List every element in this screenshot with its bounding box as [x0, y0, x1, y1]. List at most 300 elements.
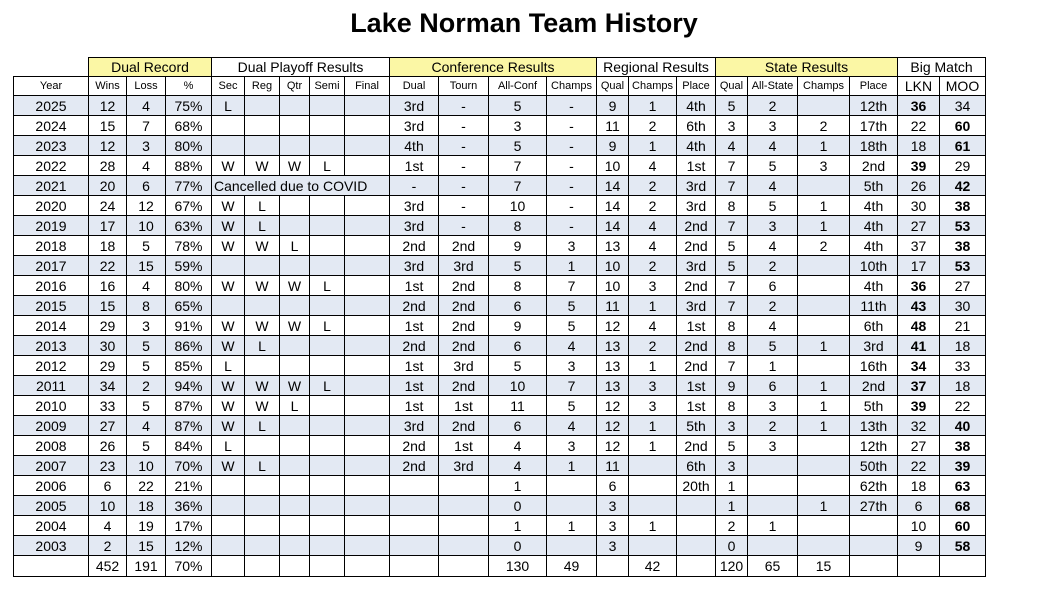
- lkn-score-cell: 34: [898, 356, 940, 376]
- reg-place-cell: 2nd: [677, 276, 716, 296]
- st-allstate-cell: 2: [748, 96, 798, 116]
- conf-allconf-cell: 0: [489, 536, 547, 556]
- wins-cell: 12: [89, 136, 127, 156]
- sec-cell: [212, 136, 245, 156]
- col-wins: Wins: [89, 77, 127, 96]
- conf-tourn-cell: 2nd: [439, 416, 489, 436]
- semi-cell: [310, 96, 345, 116]
- total-reg-place: [677, 556, 716, 577]
- conf-dual-cell: 1st: [390, 156, 439, 176]
- col-qtr: Qtr: [280, 77, 310, 96]
- conf-dual-cell: [390, 476, 439, 496]
- semi-cell: L: [310, 276, 345, 296]
- st-champs-cell: [798, 316, 850, 336]
- table-row: [14, 436, 986, 456]
- moo-score-cell: 61: [940, 136, 986, 156]
- group-big-match: Big Match: [898, 58, 986, 77]
- reg-qual-cell: 13: [597, 336, 629, 356]
- reg-place-cell: [677, 536, 716, 556]
- moo-score-cell: 40: [940, 416, 986, 436]
- pct-cell: 21%: [166, 476, 212, 496]
- reg-champs-cell: 1: [629, 516, 677, 536]
- st-champs-cell: [798, 456, 850, 476]
- conf-champs-cell: -: [547, 196, 597, 216]
- table-row: [14, 316, 986, 336]
- wins-cell: 22: [89, 256, 127, 276]
- qtr-cell: L: [280, 236, 310, 256]
- st-champs-cell: 1: [798, 496, 850, 516]
- group-state: State Results: [716, 58, 898, 77]
- loss-cell: 19: [127, 516, 166, 536]
- conf-allconf-cell: 1: [489, 476, 547, 496]
- st-place-cell: [850, 516, 898, 536]
- st-place-cell: 5th: [850, 176, 898, 196]
- col-semi: Semi: [310, 77, 345, 96]
- table-row: [14, 276, 986, 296]
- conf-tourn-cell: [439, 496, 489, 516]
- st-champs-cell: [798, 356, 850, 376]
- reg-qual-cell: 13: [597, 236, 629, 256]
- reg-qual-cell: 3: [597, 516, 629, 536]
- reg-place-cell: 2nd: [677, 216, 716, 236]
- reg-champs-cell: 2: [629, 176, 677, 196]
- reg-place-cell: 20th: [677, 476, 716, 496]
- final-cell: [345, 236, 390, 256]
- semi-cell: [310, 476, 345, 496]
- st-allstate-cell: 4: [748, 236, 798, 256]
- st-place-cell: 2nd: [850, 156, 898, 176]
- conf-dual-cell: 1st: [390, 376, 439, 396]
- sec-cell: L: [212, 436, 245, 456]
- moo-score-cell: 53: [940, 216, 986, 236]
- conf-champs-cell: 1: [547, 456, 597, 476]
- conf-champs-cell: -: [547, 216, 597, 236]
- qtr-cell: [280, 196, 310, 216]
- year-cell: 2011: [14, 376, 89, 396]
- loss-cell: 12: [127, 196, 166, 216]
- table-row: [14, 136, 986, 156]
- conf-dual-cell: 1st: [390, 396, 439, 416]
- col-reg-champs: Champs: [629, 77, 677, 96]
- semi-cell: [310, 336, 345, 356]
- st-allstate-cell: [748, 476, 798, 496]
- st-champs-cell: 1: [798, 376, 850, 396]
- conf-tourn-cell: 2nd: [439, 276, 489, 296]
- conf-dual-cell: 2nd: [390, 456, 439, 476]
- st-place-cell: 18th: [850, 136, 898, 156]
- st-qual-cell: 3: [716, 116, 748, 136]
- col-lkn: LKN: [898, 77, 940, 96]
- reg-place-cell: [677, 516, 716, 536]
- pct-cell: 36%: [166, 496, 212, 516]
- reg-qual-cell: 14: [597, 216, 629, 236]
- reg-champs-cell: 4: [629, 156, 677, 176]
- col-reg: Reg: [245, 77, 280, 96]
- final-cell: [345, 436, 390, 456]
- wins-cell: 29: [89, 316, 127, 336]
- sec-cell: [212, 116, 245, 136]
- st-qual-cell: 8: [716, 196, 748, 216]
- qtr-cell: [280, 496, 310, 516]
- year-cell: 2024: [14, 116, 89, 136]
- conf-champs-cell: 1: [547, 256, 597, 276]
- final-cell: [345, 296, 390, 316]
- st-place-cell: 3rd: [850, 336, 898, 356]
- total-conf-allconf: 130: [489, 556, 547, 577]
- loss-cell: 2: [127, 376, 166, 396]
- conf-dual-cell: 3rd: [390, 96, 439, 116]
- loss-cell: 10: [127, 456, 166, 476]
- pct-cell: 17%: [166, 516, 212, 536]
- st-champs-cell: [798, 296, 850, 316]
- conf-tourn-cell: [439, 516, 489, 536]
- semi-cell: [310, 356, 345, 376]
- conf-tourn-cell: 3rd: [439, 456, 489, 476]
- loss-cell: 18: [127, 496, 166, 516]
- group-regional: Regional Results: [597, 58, 716, 77]
- reg-champs-cell: 1: [629, 416, 677, 436]
- moo-score-cell: 53: [940, 256, 986, 276]
- wins-cell: 10: [89, 496, 127, 516]
- semi-cell: [310, 256, 345, 276]
- st-place-cell: 6th: [850, 316, 898, 336]
- reg-cell: L: [245, 196, 280, 216]
- lkn-score-cell: 22: [898, 116, 940, 136]
- reg-qual-cell: 12: [597, 416, 629, 436]
- st-place-cell: 62th: [850, 476, 898, 496]
- st-qual-cell: 8: [716, 396, 748, 416]
- conf-allconf-cell: 0: [489, 496, 547, 516]
- conf-champs-cell: 7: [547, 376, 597, 396]
- reg-champs-cell: [629, 496, 677, 516]
- qtr-cell: [280, 416, 310, 436]
- st-place-cell: 11th: [850, 296, 898, 316]
- conf-dual-cell: [390, 516, 439, 536]
- lkn-score-cell: 37: [898, 236, 940, 256]
- st-place-cell: 16th: [850, 356, 898, 376]
- conf-tourn-cell: 2nd: [439, 336, 489, 356]
- lkn-score-cell: 41: [898, 336, 940, 356]
- moo-score-cell: 58: [940, 536, 986, 556]
- reg-place-cell: 1st: [677, 316, 716, 336]
- year-cell: 2007: [14, 456, 89, 476]
- table-row: [14, 476, 986, 496]
- conf-tourn-cell: 2nd: [439, 316, 489, 336]
- st-qual-cell: 7: [716, 216, 748, 236]
- year-cell: 2009: [14, 416, 89, 436]
- reg-champs-cell: 2: [629, 256, 677, 276]
- lkn-score-cell: 39: [898, 156, 940, 176]
- total-loss: 191: [127, 556, 166, 577]
- conf-champs-cell: -: [547, 136, 597, 156]
- total-conf-tourn: [439, 556, 489, 577]
- st-qual-cell: 5: [716, 236, 748, 256]
- conf-allconf-cell: 11: [489, 396, 547, 416]
- pct-cell: 67%: [166, 196, 212, 216]
- qtr-cell: W: [280, 156, 310, 176]
- pct-cell: 68%: [166, 116, 212, 136]
- st-champs-cell: [798, 276, 850, 296]
- total-conf-dual: [390, 556, 439, 577]
- sec-cell: W: [212, 276, 245, 296]
- qtr-cell: [280, 296, 310, 316]
- conf-dual-cell: 2nd: [390, 436, 439, 456]
- col-reg-qual: Qual: [597, 77, 629, 96]
- loss-cell: 8: [127, 296, 166, 316]
- reg-qual-cell: 10: [597, 276, 629, 296]
- semi-cell: [310, 296, 345, 316]
- table-row: [14, 96, 986, 116]
- st-champs-cell: 1: [798, 336, 850, 356]
- reg-cell: [245, 116, 280, 136]
- reg-cell: W: [245, 276, 280, 296]
- lkn-score-cell: 6: [898, 496, 940, 516]
- pct-cell: 87%: [166, 416, 212, 436]
- total-qtr: [280, 556, 310, 577]
- loss-cell: 4: [127, 416, 166, 436]
- sec-cell: [212, 516, 245, 536]
- pct-cell: 75%: [166, 96, 212, 116]
- st-allstate-cell: [748, 456, 798, 476]
- year-cell: 2004: [14, 516, 89, 536]
- page-title: Lake Norman Team History: [350, 8, 698, 38]
- reg-champs-cell: 1: [629, 296, 677, 316]
- sec-cell: [212, 476, 245, 496]
- st-qual-cell: 7: [716, 276, 748, 296]
- table-row: [14, 396, 986, 416]
- group-conference: Conference Results: [390, 58, 597, 77]
- lkn-score-cell: 9: [898, 536, 940, 556]
- table-row: [14, 336, 986, 356]
- pct-cell: 88%: [166, 156, 212, 176]
- lkn-score-cell: 18: [898, 136, 940, 156]
- reg-place-cell: 1st: [677, 376, 716, 396]
- total-pct: 70%: [166, 556, 212, 577]
- st-place-cell: [850, 536, 898, 556]
- conf-dual-cell: -: [390, 176, 439, 196]
- sec-cell: W: [212, 216, 245, 236]
- final-cell: [345, 536, 390, 556]
- table-row: [14, 116, 986, 136]
- wins-cell: 15: [89, 296, 127, 316]
- final-cell: [345, 256, 390, 276]
- table-row: [14, 256, 986, 276]
- loss-cell: 10: [127, 216, 166, 236]
- lkn-score-cell: 30: [898, 196, 940, 216]
- st-place-cell: 50th: [850, 456, 898, 476]
- lkn-score-cell: 27: [898, 216, 940, 236]
- st-place-cell: 2nd: [850, 376, 898, 396]
- semi-cell: [310, 236, 345, 256]
- reg-qual-cell: 10: [597, 256, 629, 276]
- reg-cell: W: [245, 236, 280, 256]
- lkn-score-cell: 32: [898, 416, 940, 436]
- final-cell: [345, 476, 390, 496]
- conf-tourn-cell: 2nd: [439, 376, 489, 396]
- moo-score-cell: 38: [940, 196, 986, 216]
- year-cell: 2003: [14, 536, 89, 556]
- group-dual-record: Dual Record: [89, 58, 212, 77]
- moo-score-cell: 42: [940, 176, 986, 196]
- reg-place-cell: 5th: [677, 416, 716, 436]
- final-cell: [345, 356, 390, 376]
- semi-cell: [310, 496, 345, 516]
- st-place-cell: 13th: [850, 416, 898, 436]
- pct-cell: 78%: [166, 236, 212, 256]
- reg-cell: [245, 496, 280, 516]
- st-champs-cell: [798, 96, 850, 116]
- col-st-champs: Champs: [798, 77, 850, 96]
- table-row: [14, 156, 986, 176]
- col-pct: %: [166, 77, 212, 96]
- st-qual-cell: 5: [716, 256, 748, 276]
- final-cell: [345, 496, 390, 516]
- year-cell: 2020: [14, 196, 89, 216]
- moo-score-cell: 34: [940, 96, 986, 116]
- sec-cell: [212, 496, 245, 516]
- conf-champs-cell: [547, 496, 597, 516]
- qtr-cell: [280, 436, 310, 456]
- conf-champs-cell: -: [547, 156, 597, 176]
- lkn-score-cell: 48: [898, 316, 940, 336]
- table-row: [14, 176, 986, 196]
- loss-cell: 5: [127, 436, 166, 456]
- totals-row: [14, 556, 986, 577]
- reg-cell: [245, 516, 280, 536]
- reg-cell: [245, 296, 280, 316]
- st-place-cell: 17th: [850, 116, 898, 136]
- reg-qual-cell: 12: [597, 436, 629, 456]
- lkn-score-cell: 10: [898, 516, 940, 536]
- conf-champs-cell: 4: [547, 336, 597, 356]
- reg-place-cell: 3rd: [677, 196, 716, 216]
- conf-allconf-cell: 5: [489, 136, 547, 156]
- year-cell: 2021: [14, 176, 89, 196]
- table-row: [14, 516, 986, 536]
- qtr-cell: W: [280, 276, 310, 296]
- conf-tourn-cell: -: [439, 96, 489, 116]
- conf-tourn-cell: [439, 476, 489, 496]
- semi-cell: [310, 116, 345, 136]
- total-moo: [940, 556, 986, 577]
- final-cell: [345, 396, 390, 416]
- reg-qual-cell: 14: [597, 176, 629, 196]
- conf-dual-cell: 1st: [390, 276, 439, 296]
- pct-cell: 84%: [166, 436, 212, 456]
- loss-cell: 3: [127, 136, 166, 156]
- conf-allconf-cell: 4: [489, 456, 547, 476]
- st-allstate-cell: 1: [748, 516, 798, 536]
- st-place-cell: 12th: [850, 96, 898, 116]
- reg-champs-cell: 2: [629, 116, 677, 136]
- table-row: [14, 456, 986, 476]
- semi-cell: [310, 456, 345, 476]
- reg-cell: [245, 256, 280, 276]
- st-place-cell: 4th: [850, 236, 898, 256]
- qtr-cell: [280, 356, 310, 376]
- st-qual-cell: 5: [716, 436, 748, 456]
- moo-score-cell: 63: [940, 476, 986, 496]
- final-cell: [345, 116, 390, 136]
- conf-tourn-cell: 2nd: [439, 236, 489, 256]
- sec-cell: L: [212, 96, 245, 116]
- reg-champs-cell: 3: [629, 376, 677, 396]
- conf-allconf-cell: 9: [489, 316, 547, 336]
- moo-score-cell: 38: [940, 236, 986, 256]
- reg-qual-cell: 12: [597, 316, 629, 336]
- conf-dual-cell: 4th: [390, 136, 439, 156]
- loss-cell: 5: [127, 236, 166, 256]
- reg-qual-cell: 13: [597, 356, 629, 376]
- reg-qual-cell: 9: [597, 96, 629, 116]
- total-sec: [212, 556, 245, 577]
- semi-cell: L: [310, 156, 345, 176]
- table-row: [14, 536, 986, 556]
- year-cell: 2018: [14, 236, 89, 256]
- total-conf-champs: 49: [547, 556, 597, 577]
- total-semi: [310, 556, 345, 577]
- lkn-score-cell: 18: [898, 476, 940, 496]
- table-row: [14, 216, 986, 236]
- moo-score-cell: 18: [940, 376, 986, 396]
- conf-allconf-cell: 6: [489, 416, 547, 436]
- conf-dual-cell: 2nd: [390, 296, 439, 316]
- lkn-score-cell: 37: [898, 376, 940, 396]
- year-cell: 2016: [14, 276, 89, 296]
- total-st-champs: 15: [798, 556, 850, 577]
- reg-qual-cell: 14: [597, 196, 629, 216]
- total-reg-champs: 42: [629, 556, 677, 577]
- table-row: [14, 356, 986, 376]
- reg-champs-cell: 4: [629, 236, 677, 256]
- st-champs-cell: [798, 256, 850, 276]
- conf-dual-cell: 3rd: [390, 196, 439, 216]
- conf-dual-cell: 3rd: [390, 256, 439, 276]
- st-champs-cell: 1: [798, 416, 850, 436]
- conf-allconf-cell: 6: [489, 296, 547, 316]
- covid-note: Cancelled due to COVID: [212, 176, 390, 196]
- reg-place-cell: 4th: [677, 96, 716, 116]
- conf-allconf-cell: 3: [489, 116, 547, 136]
- reg-place-cell: 6th: [677, 456, 716, 476]
- table-row: [14, 296, 986, 316]
- conf-tourn-cell: -: [439, 216, 489, 236]
- conf-champs-cell: -: [547, 116, 597, 136]
- st-allstate-cell: 2: [748, 416, 798, 436]
- loss-cell: 15: [127, 256, 166, 276]
- total-year: [14, 556, 89, 577]
- pct-cell: 12%: [166, 536, 212, 556]
- conf-tourn-cell: 3rd: [439, 256, 489, 276]
- loss-cell: 4: [127, 156, 166, 176]
- moo-score-cell: 60: [940, 516, 986, 536]
- reg-place-cell: 3rd: [677, 256, 716, 276]
- conf-allconf-cell: 4: [489, 436, 547, 456]
- loss-cell: 5: [127, 356, 166, 376]
- reg-place-cell: [677, 496, 716, 516]
- lkn-score-cell: 36: [898, 276, 940, 296]
- st-qual-cell: 5: [716, 96, 748, 116]
- conf-dual-cell: 3rd: [390, 116, 439, 136]
- st-place-cell: 12th: [850, 436, 898, 456]
- st-allstate-cell: 3: [748, 216, 798, 236]
- final-cell: [345, 196, 390, 216]
- loss-cell: 5: [127, 396, 166, 416]
- final-cell: [345, 516, 390, 536]
- pct-cell: 86%: [166, 336, 212, 356]
- year-cell: 2006: [14, 476, 89, 496]
- col-sec: Sec: [212, 77, 245, 96]
